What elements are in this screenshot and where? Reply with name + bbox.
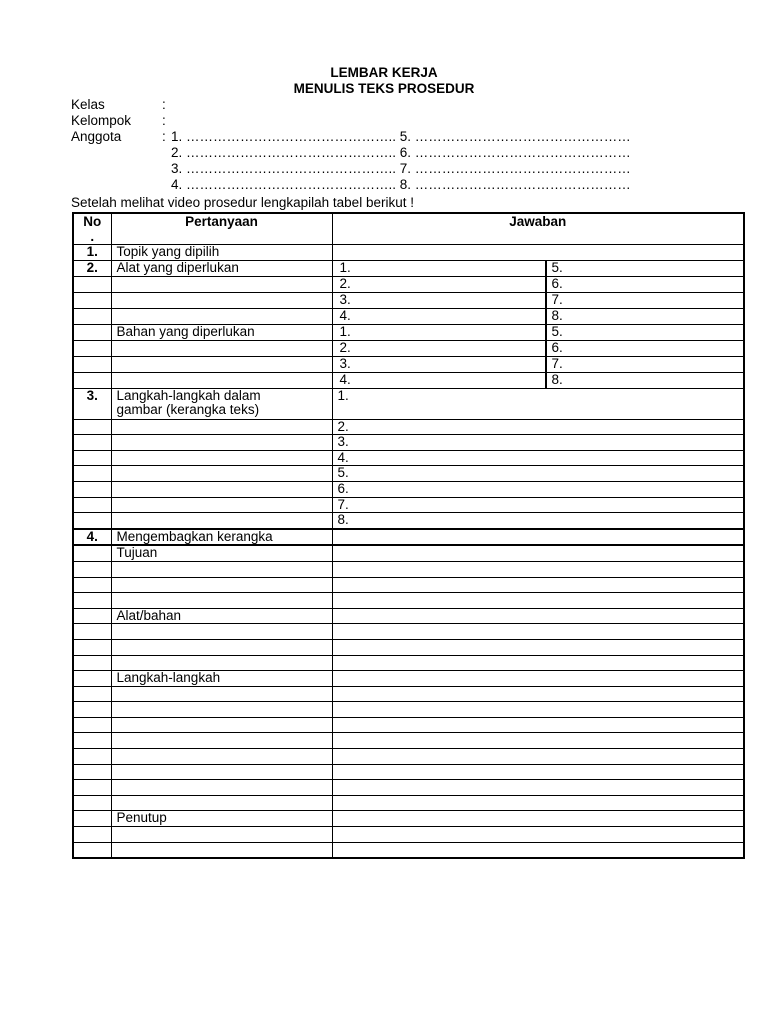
answer-cell[interactable]: 5.: [332, 466, 744, 482]
kelompok-label: Kelompok: [71, 113, 132, 128]
answer-cell[interactable]: [332, 686, 744, 702]
anggota-colon: :: [162, 129, 166, 144]
answer-cell[interactable]: 7.: [332, 497, 744, 513]
kelas-label: Kelas: [71, 97, 105, 112]
worksheet-subtitle: MENULIS TEKS PROSEDUR: [293, 81, 475, 96]
answer-cell[interactable]: [332, 795, 744, 811]
answer-cell[interactable]: [332, 529, 744, 546]
kelas-colon: :: [162, 97, 166, 112]
question-cell: Bahan yang diperlukan: [111, 324, 332, 340]
question-cell: Topik yang dipilih: [111, 245, 332, 261]
anggota-line: 4. ……………………………………….. 8. …………………………………………: [171, 177, 631, 192]
answer-cell[interactable]: [332, 733, 744, 749]
column-header-pertanyaan: Pertanyaan: [111, 213, 332, 245]
answer-cell[interactable]: [332, 639, 744, 655]
kelompok-colon: :: [162, 113, 166, 128]
answer-cell[interactable]: 4. 8.: [332, 308, 744, 324]
answer-cell[interactable]: 2. 6.: [332, 340, 744, 356]
instruction-text: Setelah melihat video prosedur lengkapilah tabel berikut !: [71, 195, 414, 210]
answer-cell[interactable]: [332, 780, 744, 796]
answer-cell[interactable]: [332, 577, 744, 593]
answer-cell[interactable]: 2. 6.: [332, 276, 744, 292]
answer-cell[interactable]: [332, 245, 744, 261]
answer-cell[interactable]: 6.: [332, 481, 744, 497]
column-header-jawaban: Jawaban: [332, 213, 744, 245]
row-number: 3.: [73, 388, 111, 419]
row-number: 1.: [73, 245, 111, 261]
answer-cell[interactable]: 4. 8.: [332, 372, 744, 388]
answer-cell[interactable]: 3. 7.: [332, 356, 744, 372]
answer-cell[interactable]: [332, 811, 744, 827]
answer-cell[interactable]: [332, 624, 744, 640]
answer-cell[interactable]: [332, 608, 744, 624]
answer-cell[interactable]: 8.: [332, 513, 744, 529]
answer-cell[interactable]: [332, 842, 744, 858]
section-label-langkah: Langkah-langkah: [111, 671, 332, 687]
anggota-line: 1. ……………………………………….. 5. …………………………………………: [171, 129, 631, 144]
question-cell: Mengembagkan kerangka: [111, 529, 332, 546]
section-label-tujuan: Tujuan: [111, 545, 332, 561]
answer-cell[interactable]: 1. 5.: [332, 260, 744, 276]
worksheet-title: LEMBAR KERJA: [330, 65, 438, 80]
row-number: 4.: [73, 529, 111, 546]
question-cell: Alat yang diperlukan: [111, 260, 332, 276]
answer-cell[interactable]: 3. 7.: [332, 292, 744, 308]
answer-cell[interactable]: [332, 717, 744, 733]
anggota-line: 2. ……………………………………….. 6. …………………………………………: [171, 145, 631, 160]
answer-cell[interactable]: [332, 545, 744, 561]
answer-cell[interactable]: 3.: [332, 435, 744, 451]
anggota-line: 3. ……………………………………….. 7. …………………………………………: [171, 161, 631, 176]
row-number: 2.: [73, 260, 111, 276]
answer-cell[interactable]: [332, 655, 744, 671]
answer-cell[interactable]: 2.: [332, 419, 744, 435]
answer-cell[interactable]: [332, 593, 744, 609]
section-label-alat-bahan: Alat/bahan: [111, 608, 332, 624]
answer-cell[interactable]: 1. 5.: [332, 324, 744, 340]
answer-cell[interactable]: 4.: [332, 450, 744, 466]
worksheet-table: [72, 212, 745, 859]
answer-cell[interactable]: 1.: [332, 388, 744, 419]
question-cell: Langkah-langkah dalam gambar (kerangka teks): [111, 388, 332, 419]
section-label-penutup: Penutup: [111, 811, 332, 827]
answer-cell[interactable]: [332, 749, 744, 765]
anggota-label: Anggota: [71, 129, 122, 144]
answer-cell[interactable]: [332, 561, 744, 577]
answer-cell[interactable]: [332, 671, 744, 687]
answer-cell[interactable]: [332, 702, 744, 718]
answer-cell[interactable]: [332, 764, 744, 780]
column-header-no: No .: [73, 213, 111, 245]
answer-cell[interactable]: [332, 827, 744, 843]
